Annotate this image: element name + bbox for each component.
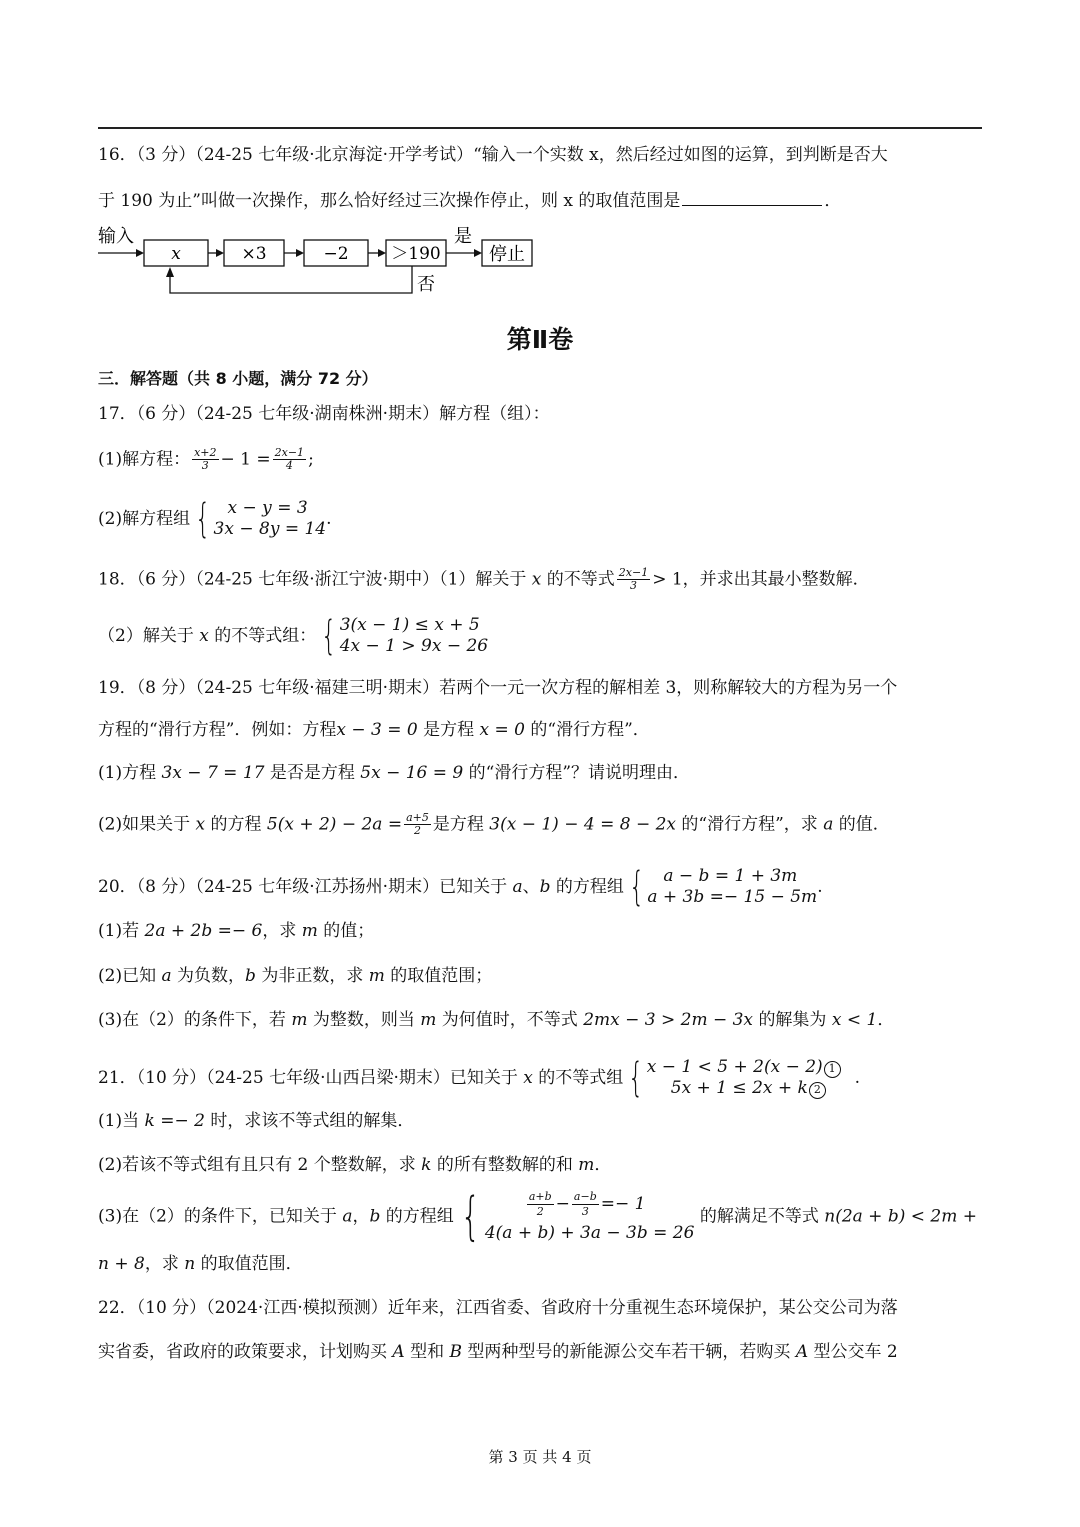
var: m [368, 966, 385, 986]
var: a [823, 814, 834, 835]
brace-icon: { [629, 864, 645, 911]
q20-p1-c: 的值； [323, 921, 375, 941]
q20-part2 [98, 968, 492, 985]
var: A [795, 1342, 809, 1362]
q19-p1-b: 是否是方程 [269, 763, 355, 783]
brace-icon: { [460, 1186, 481, 1247]
var: k [421, 1155, 432, 1175]
flow-box-cond-text: ＞190 [391, 244, 441, 264]
var: x [195, 814, 206, 835]
q19-line2-b: 是方程 [423, 720, 475, 740]
q22-line2-c: 型两种型号的新能源公交车若干辆，若购买 [467, 1342, 791, 1362]
q20-stem [98, 866, 823, 909]
system-row: a + 3b =− 15 − 5m [647, 887, 818, 908]
math: n(2a + b) < 2m + [824, 1206, 977, 1227]
q18-part1 [98, 567, 870, 593]
var: b [245, 966, 256, 986]
q18-stem-b: 的不等式 [546, 569, 615, 590]
math: 3(x − 1) − 4 = 8 − 2x [489, 814, 677, 835]
q20-part3 [98, 1012, 894, 1029]
q21-p1-a: (1)当 [98, 1111, 140, 1131]
var: m [420, 1010, 437, 1030]
q17-p1-end: ; [308, 449, 314, 470]
brace-icon: { [321, 613, 337, 660]
top-rule [98, 127, 982, 129]
q19-p2-d: 的“滑行方程”，求 [681, 814, 818, 835]
q17-stem: 17．（6 分）（24-25 七年级·湖南株洲·期末）解方程（组）： [98, 404, 550, 424]
var: x [531, 569, 542, 590]
math: n + 8 [98, 1254, 145, 1274]
q19-p2-b: 的方程 [210, 814, 262, 835]
q22-line2-b: 型和 [410, 1342, 445, 1362]
q20-p1-a: (1)若 [98, 921, 140, 941]
q21-stem-b: 的不等式组 [538, 1067, 624, 1088]
q18-p2-a: （2）解关于 [98, 625, 194, 646]
q17-p2-label: (2)解方程组 [98, 508, 191, 529]
q21-part1 [98, 1113, 414, 1130]
numerator: a−b [573, 1190, 597, 1203]
flowchart [96, 220, 546, 300]
denominator: 3 [581, 1204, 589, 1218]
fraction [273, 447, 306, 473]
q20-p3-e: ． [877, 1010, 895, 1030]
q19-line2-c: 的“滑行方程”． [530, 720, 650, 740]
q21-p3-e: 的取值范围． [200, 1254, 303, 1274]
flow-box-stop-text: 停止 [489, 244, 525, 265]
q22-line1: 22．（10 分）（2024·江西·模拟预测）近年来，江西省委、省政府十分重视生态环境保护，某公交公司为落 [98, 1298, 898, 1318]
equation-system [624, 866, 817, 909]
q16-line2 [98, 191, 841, 210]
q21-p3-b: 的方程组 [385, 1206, 454, 1227]
numerator: 2x−1 [274, 446, 305, 459]
flow-yes-label: 是 [454, 226, 472, 247]
equation-system [454, 1186, 695, 1247]
separator: ， [352, 1206, 370, 1227]
q18-p2-b: 的不等式组： [214, 625, 317, 646]
q19-p2-a: (2)如果关于 [98, 814, 191, 835]
system-row [647, 1057, 841, 1078]
flow-input-label: 输入 [98, 226, 134, 247]
math: x < 1 [831, 1010, 878, 1030]
q18-stem-a: 18．（6 分）（24-25 七年级·浙江宁波·期中）（1）解关于 [98, 569, 527, 590]
var: x [523, 1067, 533, 1088]
q19-p1-a: (1)方程 [98, 763, 157, 783]
q21-p3-c: 的解满足不等式 [699, 1206, 819, 1227]
q20-p2-a: (2)已知 [98, 966, 157, 986]
q19-p1-c: 的“滑行方程”？请说明理由． [468, 763, 691, 783]
numerator: x+2 [194, 446, 217, 459]
brace-icon: { [195, 496, 211, 543]
inequality-system [623, 1057, 840, 1100]
system-row: 3x − 8y = 14 [213, 519, 327, 540]
page-footer: 第 3 页 共 4 页 [488, 1448, 592, 1466]
system-row: 4(a + b) + 3a − 3b = 26 [484, 1222, 695, 1243]
numerator: a+5 [406, 811, 429, 824]
numerator: 2x−1 [618, 566, 649, 579]
answer-blank [682, 191, 822, 206]
brace-icon: { [628, 1055, 644, 1102]
q21-part3 [98, 1186, 977, 1247]
q20-stem-b: 的方程组 [555, 876, 624, 897]
q18-stem-c: > 1，并求出其最小整数解． [652, 569, 870, 590]
fraction [617, 567, 650, 593]
q22-line2-a: 实省委，省政府的政策要求，计划购买 [98, 1342, 387, 1362]
q21-end: . [854, 1067, 861, 1088]
q20-p2-b: 为负数， [177, 966, 246, 986]
q20-p3-d: 的解集为 [758, 1010, 827, 1030]
q20-part1 [98, 923, 374, 940]
q17-p1-mid: − 1 = [220, 449, 271, 470]
math: 2mx − 3 > 2m − 3x [583, 1010, 754, 1030]
q21-p1-b: 时，求该不等式组的解集． [210, 1111, 415, 1131]
denominator: 2 [536, 1204, 544, 1218]
q21-part2 [98, 1157, 611, 1174]
math: 2a + 2b =− 6 [144, 921, 263, 941]
row-text: 5x + 1 ≤ 2x + k [670, 1078, 808, 1099]
inequality-system [316, 615, 488, 658]
var: m [301, 921, 318, 941]
q16-line1: 16．（3 分）（24-25 七年级·北京海淀·开学考试）“输入一个实数 x，然后经过如图的运算，到判断是否大 [98, 145, 888, 165]
system-row: 4x − 1 > 9x − 26 [339, 636, 489, 657]
flow-box-x-text: x [171, 244, 181, 264]
math: x − 3 = 0 [336, 720, 418, 740]
q19-line2-a: 方程的“滑行方程”．例如：方程 [98, 720, 337, 740]
flow-box-times3-text: ×3 [241, 244, 267, 264]
math: 3x − 7 = 17 [161, 763, 265, 783]
equation-system [190, 498, 326, 541]
var: m [291, 1010, 308, 1030]
fraction [527, 1190, 554, 1219]
q21-stem [98, 1057, 860, 1100]
denominator: 3 [201, 459, 209, 473]
circled-number: 2 [809, 1082, 826, 1099]
q17-part1 [98, 447, 314, 473]
flow-box-minus2-text: −2 [323, 244, 349, 264]
row-text: x − 1 < 5 + 2(x − 2) [646, 1057, 823, 1077]
numerator: a+b [528, 1190, 552, 1203]
q21-part3-cont [98, 1256, 303, 1273]
fraction [404, 812, 431, 838]
var: b [369, 1206, 381, 1227]
q21-p3-d: ，求 [144, 1254, 179, 1274]
q17-p1-label: (1)解方程： [98, 449, 191, 470]
q19-line2 [98, 722, 650, 739]
denominator: 3 [630, 579, 637, 593]
q22-line2 [98, 1344, 898, 1361]
math: x = 0 [479, 720, 525, 740]
math: 5(x + 2) − 2a = [266, 814, 403, 835]
q20-p2-c: 为非正数，求 [261, 966, 364, 986]
q20-p3-c: 为何值时，不等式 [441, 1010, 578, 1030]
q22-line2-d: 型公交车 2 [813, 1342, 898, 1362]
system-row [647, 1078, 841, 1099]
q20-stem-a: 20．（8 分）（24-25 七年级·江苏扬州·期末）已知关于 [98, 876, 508, 897]
var: n [184, 1254, 196, 1274]
q18-part2 [98, 615, 488, 658]
system-row: a − b = 1 + 3m [663, 866, 798, 886]
q21-p2-a: (2)若该不等式组有且只有 2 个整数解，求 [98, 1155, 416, 1175]
q19-line1: 19．（8 分）（24-25 七年级·福建三明·期末）若两个一元一次方程的解相差 3，则称解较大的方程为另一个 [98, 678, 898, 698]
flow-no-label: 否 [417, 274, 435, 295]
var: a [342, 1206, 353, 1227]
row-tail: =− 1 [600, 1193, 646, 1214]
q17-p2-end: . [326, 508, 332, 529]
q20-p3-a: (3)在（2）的条件下，若 [98, 1010, 286, 1030]
denominator: 4 [285, 459, 293, 473]
math: 5x − 16 = 9 [360, 763, 464, 783]
q21-p2-c: ． [594, 1155, 612, 1175]
q16-line2-end: ． [824, 191, 842, 211]
fraction [192, 447, 218, 473]
denominator: 2 [413, 824, 421, 838]
q19-p2-e: 的值． [838, 814, 890, 835]
q20-p1-b: ，求 [262, 921, 297, 941]
q19-part2 [98, 812, 890, 838]
var: m [578, 1155, 595, 1175]
q20-end: . [817, 876, 823, 897]
var: b [539, 876, 551, 897]
math: k =− 2 [144, 1111, 205, 1131]
q19-part1 [98, 765, 690, 782]
section-title: 第Ⅱ卷 [506, 325, 574, 354]
circled-number: 1 [824, 1061, 841, 1078]
var: A [392, 1342, 405, 1362]
q21-p2-b: 的所有整数解的和 [436, 1155, 573, 1175]
system-row: x − y = 3 [227, 498, 308, 518]
q21-stem-a: 21．（10 分）（24-25 七年级·山西吕梁·期末）已知关于 [98, 1067, 518, 1088]
section-heading: 三．解答题（共 8 小题，满分 72 分） [98, 369, 378, 388]
q16-line2-text: 于 190 为止”叫做一次操作，那么恰好经过三次操作停止，则 x 的取值范围是 [98, 191, 681, 211]
fraction [572, 1190, 599, 1219]
q19-p2-c: 是方程 [432, 814, 484, 835]
var: x [199, 625, 209, 646]
q17-part2 [98, 498, 332, 541]
separator: 、 [522, 876, 540, 897]
q20-p3-b: 为整数，则当 [312, 1010, 415, 1030]
var: a [161, 966, 172, 986]
var: a [512, 876, 523, 897]
system-row: 3(x − 1) ≤ x + 5 [339, 615, 480, 635]
q20-p2-d: 的取值范围； [390, 966, 493, 986]
minus: − [555, 1193, 570, 1214]
q21-p3-a: (3)在（2）的条件下，已知关于 [98, 1206, 337, 1227]
var: B [449, 1342, 462, 1362]
system-row [485, 1190, 695, 1219]
